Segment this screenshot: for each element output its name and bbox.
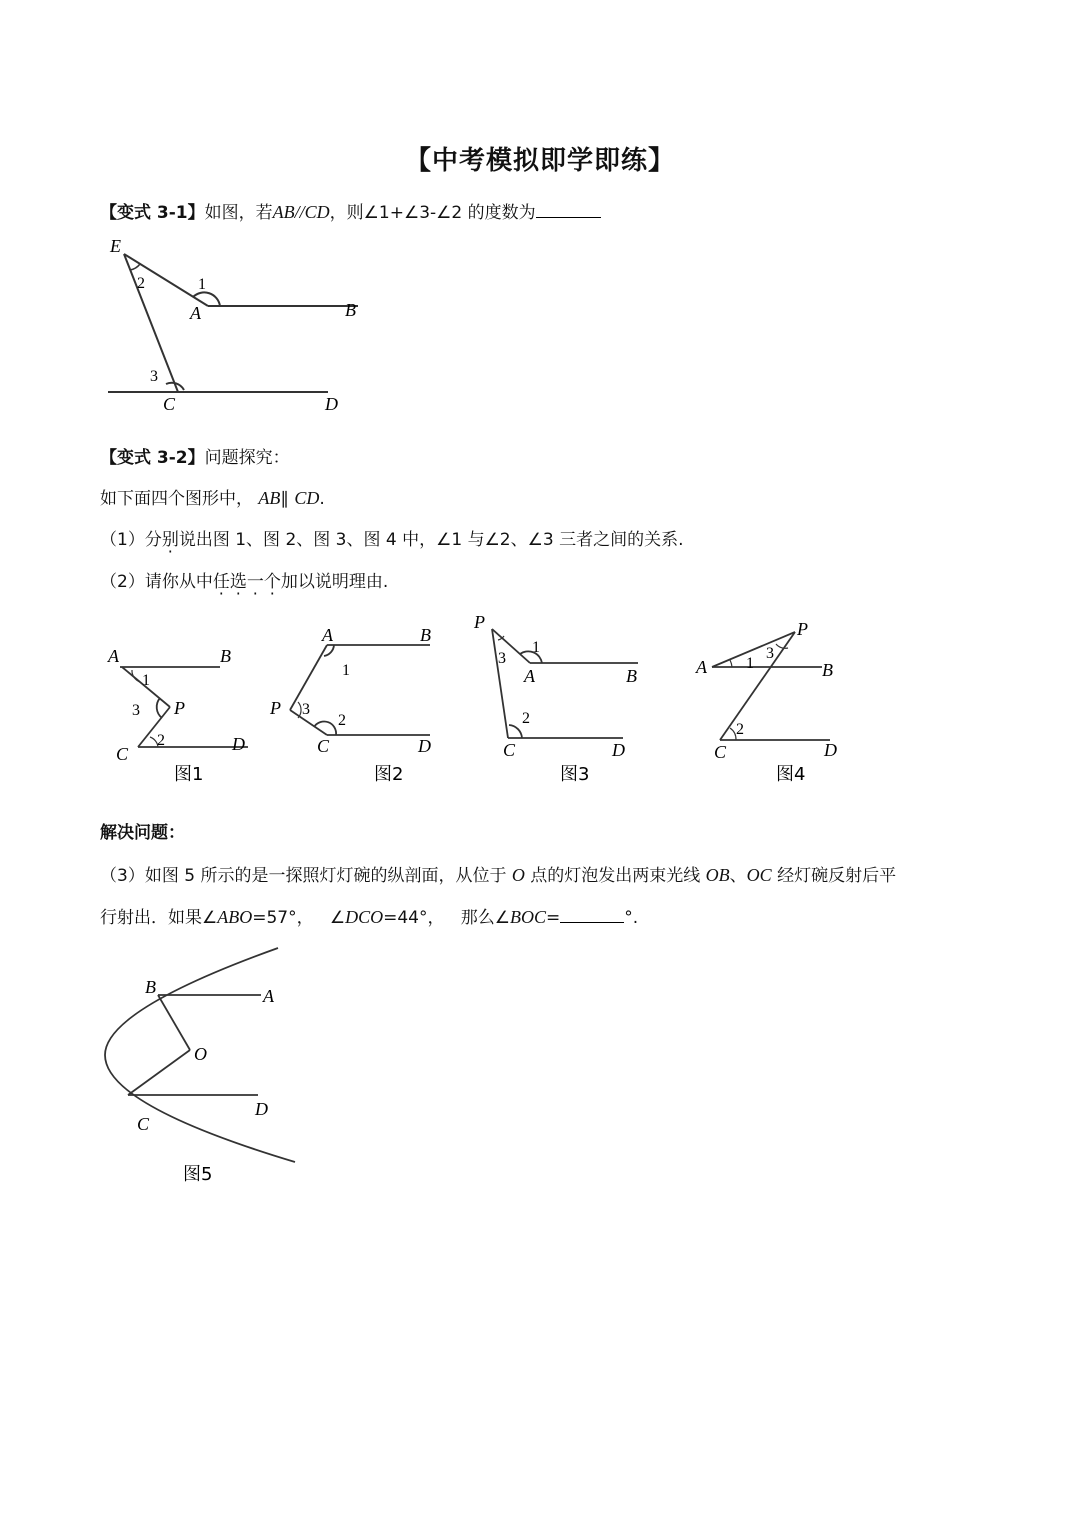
fig2-angle-1: 1: [342, 662, 350, 679]
fig1-label-c: C: [116, 744, 129, 764]
subquestion-3-cont: [100, 903, 638, 928]
figures-1-4: [100, 610, 860, 790]
fig4-caption: 图4: [776, 764, 806, 785]
page-title: 【中考模拟即学即练】: [404, 146, 675, 176]
fig4-angle-3: 3: [766, 645, 774, 662]
emphasis-char: 任: [212, 572, 230, 592]
intro-text: 如下面四个图形中，: [100, 489, 253, 509]
label-c: C: [163, 394, 176, 414]
parallel-sign: ∥: [280, 489, 289, 509]
fig1-label-d: D: [232, 734, 245, 754]
math-abo: ABO: [217, 907, 253, 927]
label-e: E: [110, 236, 121, 256]
subquestion-text: 那么∠: [460, 908, 510, 928]
fig3-angle-2: 2: [522, 710, 530, 727]
math-ab: AB: [258, 488, 281, 508]
fig3-caption: 图3: [560, 764, 590, 785]
figure-3-1: [100, 232, 380, 422]
subquestion-text: 加以说明理由.: [280, 572, 389, 592]
fig2-angle-2: 2: [338, 712, 346, 729]
fig2-label-c: C: [317, 736, 330, 756]
subquestion-text: 点的灯泡发出两束光线: [530, 866, 701, 886]
subquestion-3: [100, 861, 896, 886]
fig2-label-d: D: [418, 736, 431, 756]
angle-2: 2: [137, 275, 145, 292]
fig4-label-d: D: [824, 740, 837, 760]
separator: 、: [729, 866, 747, 886]
subquestion-2: [100, 567, 388, 592]
fig2-label-b: B: [420, 625, 431, 645]
angle-1: 1: [198, 276, 206, 293]
emphasis-char: 别: [161, 530, 179, 550]
figure-5: [95, 940, 315, 1195]
math-ob: OB: [705, 865, 730, 885]
fig3-label-a: A: [524, 666, 535, 686]
fig5-label-c: C: [137, 1114, 150, 1134]
subquestion-text: =57°，: [252, 908, 314, 928]
subquestion-text: （3）如图 5 所示的是一探照灯灯碗的纵剖面，从位于: [100, 866, 507, 886]
fig2-label-a: A: [322, 625, 333, 645]
fig3-label-p: P: [474, 612, 485, 632]
fig5-label-d: D: [255, 1099, 268, 1119]
math-o: O: [511, 865, 525, 885]
question-tag: 【变式 3-2】: [100, 448, 205, 468]
fig4-label-c: C: [714, 742, 727, 762]
fig4-angle-1: 1: [746, 655, 754, 672]
question-text: 如图，若: [204, 203, 273, 223]
math-oc: OC: [746, 865, 772, 885]
answer-blank[interactable]: [560, 922, 624, 923]
subquestion-text: =44°，: [383, 908, 445, 928]
equals-sign: =: [545, 908, 561, 928]
question-text: ，则∠1+∠3-∠2 的度数为: [329, 203, 536, 223]
label-b: B: [345, 300, 356, 320]
fig5-caption: 图5: [183, 1164, 213, 1185]
solve-heading: 解决问题：: [100, 823, 185, 843]
fig2-caption: 图2: [374, 764, 404, 785]
label-d: D: [325, 394, 338, 414]
degree-sign: °.: [624, 908, 639, 928]
subquestion-1: [100, 525, 684, 550]
question-heading: 问题探究：: [204, 448, 290, 468]
label-a: A: [190, 303, 201, 323]
fig1-label-a: A: [108, 646, 119, 666]
angle-sign: ∠: [329, 908, 346, 928]
fig1-caption: 图1: [174, 764, 204, 785]
fig1-label-p: P: [174, 698, 185, 718]
fig4-label-a: A: [696, 657, 707, 677]
fig1-label-b: B: [220, 646, 231, 666]
subquestion-text: （1）分: [100, 530, 162, 550]
fig5-label-o: O: [194, 1044, 207, 1064]
fig4-angle-2: 2: [736, 721, 744, 738]
fig3-angle-1: 1: [532, 639, 540, 656]
question-intro: [100, 484, 325, 509]
fig5-label-a: A: [263, 986, 274, 1006]
subquestion-text: 经灯碗反射后平: [777, 866, 897, 886]
fig1-angle-2: 2: [157, 732, 165, 749]
subquestion-text: 行射出．如果∠: [100, 908, 218, 928]
fig2-angle-3: 3: [302, 701, 310, 718]
math-dco: DCO: [345, 907, 384, 927]
math-ab: AB: [272, 202, 295, 222]
subquestion-text: （2）请你从中: [100, 572, 213, 592]
fig5-label-b: B: [145, 977, 156, 997]
fig4-label-b: B: [822, 660, 833, 680]
question-3-2: [100, 443, 290, 468]
fig3-label-c: C: [503, 740, 516, 760]
angle-3: 3: [150, 368, 158, 385]
parallel-sign: //: [294, 202, 305, 222]
fig2-label-p: P: [270, 698, 281, 718]
emphasis-char: 个: [263, 572, 281, 592]
fig1-angle-3: 3: [132, 702, 140, 719]
fig3-label-d: D: [612, 740, 625, 760]
question-tag: 【变式 3-1】: [100, 203, 205, 223]
answer-blank[interactable]: [536, 217, 601, 218]
fig3-angle-3: 3: [498, 650, 506, 667]
fig1-angle-1: 1: [142, 672, 150, 689]
subquestion-text: 说出图 1、图 2、图 3、图 4 中，∠1 与∠2、∠3 三者之间的关系.: [178, 530, 684, 550]
intro-end: .: [319, 489, 325, 509]
math-boc: BOC: [509, 907, 546, 927]
question-3-1: [100, 198, 601, 223]
emphasis-char: 一: [246, 572, 264, 592]
math-cd: CD: [294, 488, 320, 508]
emphasis-char: 选: [229, 572, 247, 592]
fig4-label-p: P: [797, 619, 808, 639]
fig3-label-b: B: [626, 666, 637, 686]
math-cd: CD: [304, 202, 330, 222]
